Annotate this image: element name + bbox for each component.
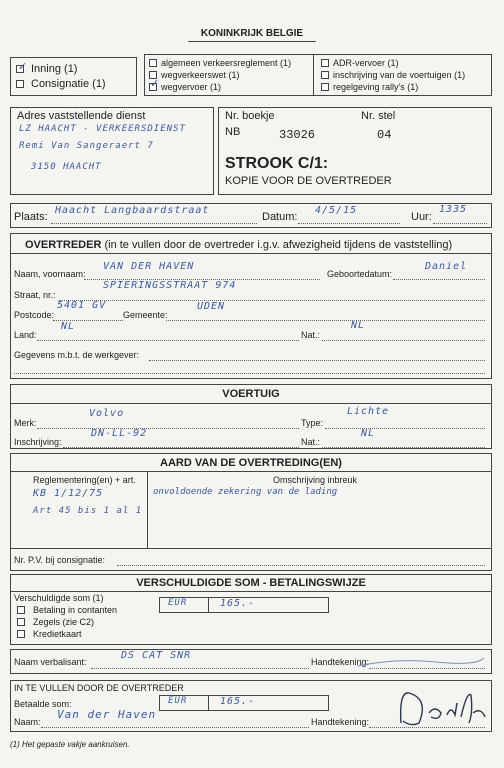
merk-value: Volvo [89, 408, 125, 419]
service-line2: Remi Van Sangeraert 7 [19, 141, 154, 151]
geboortedatum-value: Daniel [425, 261, 468, 272]
paid-currency: EUR [168, 696, 188, 706]
krediet-label: Kredietkaart [33, 629, 82, 639]
naam-value: VAN DER HAVEN [103, 261, 195, 272]
contanten-label: Betaling in contanten [33, 605, 118, 615]
uur-value: 1335 [439, 204, 468, 215]
service-line3: 3150 HAACHT [31, 162, 102, 172]
regl-value2: Art 45 bis 1 al 1 [33, 506, 143, 516]
land-value: NL [61, 321, 76, 332]
offender-fill-box [10, 680, 492, 732]
regulations-box [144, 54, 492, 96]
nr-boekje-label: Nr. boekje [225, 110, 275, 122]
straat-value: SPIERINGSSTRAAT 974 [103, 280, 237, 291]
inschrijving-checkbox[interactable] [321, 71, 329, 79]
plaats-value: Haacht Langbaardstraat [55, 205, 210, 216]
nb-label: NB [225, 126, 241, 138]
paid-amount-value: 165.- [220, 696, 256, 707]
nat-value: NL [351, 320, 366, 331]
rallys-label: regelgeving rally's (1) [333, 82, 419, 92]
consignatie-label: Consignatie (1) [31, 78, 106, 90]
nat-label: Nat.: [301, 330, 321, 340]
gemeente-value: UDEN [197, 301, 226, 312]
offense-box [10, 453, 492, 571]
uur-label: Uur: [411, 211, 432, 223]
wegverkeerswet-label: wegverkeerswet (1) [161, 70, 240, 80]
contanten-checkbox[interactable] [17, 606, 25, 614]
adr-label: ADR-vervoer (1) [333, 58, 399, 68]
straat-label: Straat, nr.: [14, 290, 56, 300]
service-address-box [10, 107, 214, 195]
verbalisant-label: Naam verbalisant: [14, 657, 87, 667]
footnote: (1) Het gepaste vakje aankruisen. [10, 740, 130, 749]
amount-box [159, 597, 329, 613]
postcode-label: Postcode: [14, 310, 55, 320]
nr-stel-label: Nr. stel [361, 110, 396, 122]
officer-handtekening-label: Handtekening: [311, 657, 370, 667]
stel-number: 04 [377, 128, 392, 142]
datum-label: Datum: [262, 211, 298, 223]
payment-heading: VERSCHULDIGDE SOM - BETALINGSWIJZE [136, 577, 366, 589]
zegels-label: Zegels (zie C2) [33, 617, 95, 627]
offender-heading-note: (in te vullen door de overtreder i.g.v. afwezigheid tijdens de vaststelling) [104, 239, 453, 251]
offender-fill-heading: IN TE VULLEN DOOR DE OVERTREDER [14, 683, 184, 693]
vehicle-nat-value: NL [361, 428, 376, 439]
strook-title: STROOK C/1: [225, 155, 329, 172]
som-label: Verschuldigde som (1) [14, 593, 104, 603]
datum-value: 4/5/15 [315, 205, 358, 216]
regl-label: Reglementering(en) + art. [33, 475, 136, 485]
inschrijving-value: DN-LL-92 [91, 428, 148, 439]
fill-naam-label: Naam: [14, 717, 41, 727]
offense-heading: AARD VAN DE OVERTREDING(EN) [160, 457, 342, 469]
officer-box [10, 649, 492, 674]
type-value: Lichte [347, 406, 390, 417]
regl-value1: KB 1/12/75 [33, 488, 104, 499]
algemeen-checkbox[interactable] [149, 59, 157, 67]
strook-subtitle: KOPIE VOOR DE OVERTREDER [225, 175, 392, 187]
land-label: Land: [14, 330, 37, 340]
krediet-checkbox[interactable] [17, 630, 25, 638]
offender-box [10, 233, 492, 379]
plaats-label: Plaats: [14, 211, 48, 223]
payment-box [10, 574, 492, 645]
naam-label: Naam, voornaam: [14, 269, 86, 279]
signature-scribble-icon [356, 652, 486, 672]
inschrijving-label: inschrijving van de voertuigen (1) [333, 70, 466, 80]
algemeen-label: algemeen verkeersreglement (1) [161, 58, 292, 68]
omschrijving-label: Omschrijving inbreuk [273, 475, 358, 485]
paid-amount-box [159, 695, 329, 711]
consignatie-checkbox[interactable] [16, 80, 24, 88]
postcode-value: 5401 GV [57, 300, 107, 311]
check-mark-icon: ✓ [150, 78, 160, 90]
vehicle-heading: VOERTUIG [222, 388, 280, 400]
zegels-checkbox[interactable] [17, 618, 25, 626]
omschrijving-value: onvoldoende zekering van de lading [153, 487, 338, 497]
vehicle-box [10, 384, 492, 449]
rallys-checkbox[interactable] [321, 83, 329, 91]
booklet-number: 33026 [279, 128, 316, 142]
booklet-box [218, 107, 492, 195]
vehicle-nat-label: Nat.: [301, 437, 321, 447]
fill-handtekening-label: Handtekening: [311, 717, 370, 727]
fill-naam-value: Van der Haven [57, 708, 157, 721]
offender-heading: OVERTREDER [25, 239, 102, 251]
amount-value: 165.- [220, 598, 256, 609]
inschrijving-label: Inschrijving: [14, 437, 62, 447]
type-label: Type: [301, 418, 324, 428]
betaalde-label: Betaalde som: [14, 699, 72, 709]
pv-label: Nr. P.V. bij consignatie: [14, 555, 106, 565]
gemeente-label: Gemeente: [123, 310, 168, 320]
place-date-box [10, 203, 492, 228]
geboortedatum-label: Geboortedatum: [327, 269, 393, 279]
amount-currency: EUR [168, 598, 188, 608]
signature-icon [395, 683, 487, 731]
doc-type-box [10, 57, 137, 96]
wegvervoer-label: wegvervoer (1) [161, 82, 222, 92]
service-line1: LZ HAACHT - VERKEERSDIENST [19, 124, 186, 134]
service-label: Adres vaststellende dienst [17, 110, 146, 122]
offender-heading-row [25, 239, 452, 251]
page-title: KONINKRIJK BELGIE [200, 28, 304, 39]
merk-label: Merk: [14, 418, 37, 428]
werkgever-label: Gegevens m.b.t. de werkgever: [14, 350, 140, 360]
check-mark-icon: ✓ [18, 61, 28, 73]
adr-checkbox[interactable] [321, 59, 329, 67]
verbalisant-value: DS CAT SNR [121, 650, 192, 661]
inning-label: Inning (1) [31, 63, 78, 75]
